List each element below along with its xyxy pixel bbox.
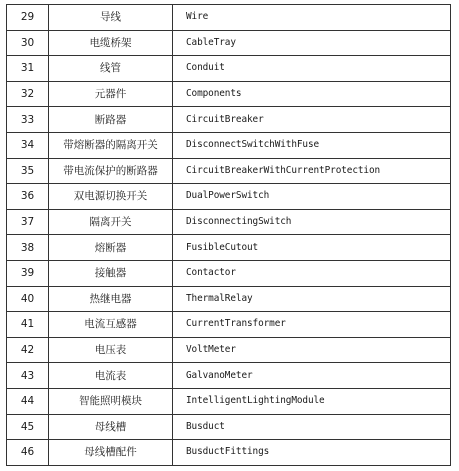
chinese-term: 断路器 <box>49 107 173 133</box>
chinese-term: 智能照明模块 <box>49 388 173 414</box>
table-row <box>7 235 451 261</box>
row-number: 38 <box>7 235 49 261</box>
chinese-term: 带熔断器的隔离开关 <box>49 132 173 158</box>
english-term: Wire <box>173 5 451 31</box>
row-number: 32 <box>7 81 49 107</box>
row-number: 33 <box>7 107 49 133</box>
chinese-term: 电缆桥架 <box>49 30 173 56</box>
row-number: 37 <box>7 209 49 235</box>
row-number: 42 <box>7 337 49 363</box>
table-row <box>7 337 451 363</box>
english-term: Components <box>173 81 451 107</box>
chinese-term: 隔离开关 <box>49 209 173 235</box>
row-number: 30 <box>7 30 49 56</box>
english-term: CircuitBreaker <box>173 107 451 133</box>
english-term: FusibleCutout <box>173 235 451 261</box>
chinese-term: 电流互感器 <box>49 312 173 338</box>
term-table-container <box>6 4 451 466</box>
table-row <box>7 363 451 389</box>
english-term: IntelligentLightingModule <box>173 388 451 414</box>
row-number: 29 <box>7 5 49 31</box>
english-term: DualPowerSwitch <box>173 184 451 210</box>
english-term: DisconnectSwitchWithFuse <box>173 132 451 158</box>
table-row <box>7 184 451 210</box>
chinese-term: 接触器 <box>49 260 173 286</box>
english-term: Conduit <box>173 56 451 82</box>
chinese-term: 母线槽 <box>49 414 173 440</box>
chinese-term: 元器件 <box>49 81 173 107</box>
table-row <box>7 388 451 414</box>
chinese-term: 熔断器 <box>49 235 173 261</box>
english-term: CableTray <box>173 30 451 56</box>
english-term: CircuitBreakerWithCurrentProtection <box>173 158 451 184</box>
table-row <box>7 158 451 184</box>
english-term: GalvanoMeter <box>173 363 451 389</box>
table-row <box>7 414 451 440</box>
chinese-term: 母线槽配件 <box>49 440 173 466</box>
chinese-term: 电流表 <box>49 363 173 389</box>
term-table <box>6 4 451 466</box>
row-number: 39 <box>7 260 49 286</box>
table-row <box>7 56 451 82</box>
row-number: 34 <box>7 132 49 158</box>
row-number: 36 <box>7 184 49 210</box>
chinese-term: 带电流保护的断路器 <box>49 158 173 184</box>
english-term: DisconnectingSwitch <box>173 209 451 235</box>
row-number: 46 <box>7 440 49 466</box>
table-row <box>7 81 451 107</box>
table-row <box>7 440 451 466</box>
row-number: 31 <box>7 56 49 82</box>
table-row <box>7 5 451 31</box>
table-row <box>7 209 451 235</box>
english-term: Contactor <box>173 260 451 286</box>
chinese-term: 导线 <box>49 5 173 31</box>
english-term: Busduct <box>173 414 451 440</box>
chinese-term: 线管 <box>49 56 173 82</box>
table-row <box>7 132 451 158</box>
row-number: 35 <box>7 158 49 184</box>
row-number: 43 <box>7 363 49 389</box>
chinese-term: 电压表 <box>49 337 173 363</box>
english-term: CurrentTransformer <box>173 312 451 338</box>
row-number: 44 <box>7 388 49 414</box>
english-term: VoltMeter <box>173 337 451 363</box>
table-row <box>7 286 451 312</box>
chinese-term: 双电源切换开关 <box>49 184 173 210</box>
row-number: 40 <box>7 286 49 312</box>
table-row <box>7 312 451 338</box>
english-term: BusductFittings <box>173 440 451 466</box>
english-term: ThermalRelay <box>173 286 451 312</box>
table-row <box>7 107 451 133</box>
row-number: 41 <box>7 312 49 338</box>
row-number: 45 <box>7 414 49 440</box>
table-row <box>7 260 451 286</box>
table-row <box>7 30 451 56</box>
chinese-term: 热继电器 <box>49 286 173 312</box>
